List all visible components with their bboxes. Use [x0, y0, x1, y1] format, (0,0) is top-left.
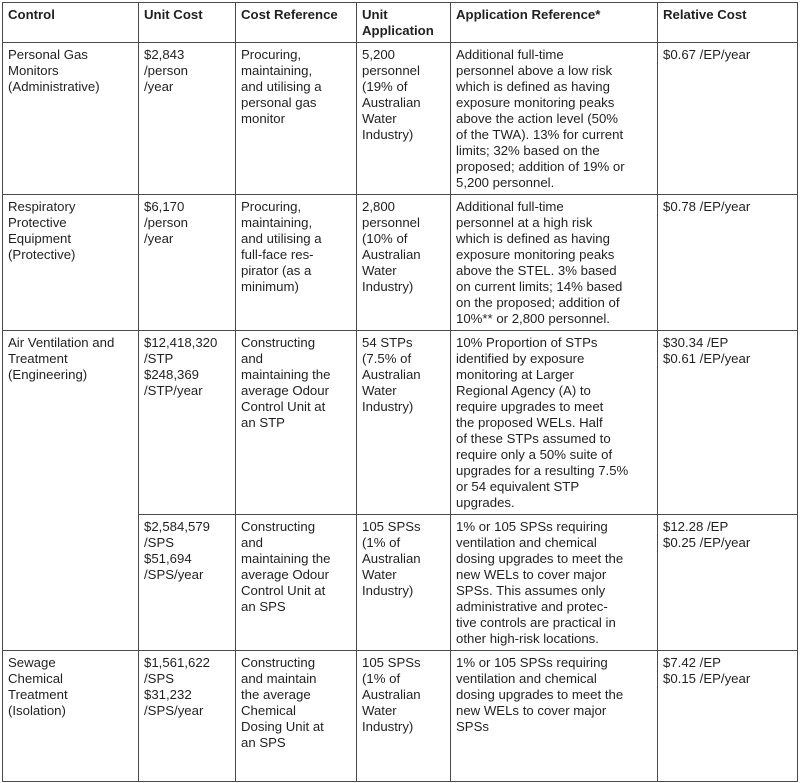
header-unit-application: Unit Application: [357, 3, 451, 43]
unit-application-cell: 105 SPSs (1% of Australian Water Industry): [357, 651, 451, 782]
unit-cost-cell: $2,584,579 /SPS $51,694 /SPS/year: [139, 515, 236, 651]
relative-cost-cell: $12.28 /EP $0.25 /EP/year: [658, 515, 798, 651]
relative-cost-cell: $0.78 /EP/year: [658, 195, 798, 331]
cost-reference-cell: Procuring, maintaining, and utilising a full-face res- pirator (as a minimum): [236, 195, 357, 331]
unit-cost-cell: $6,170 /person /year: [139, 195, 236, 331]
unit-cost-cell: $12,418,320 /STP $248,369 /STP/year: [139, 331, 236, 515]
application-reference-cell: 1% or 105 SPSs requiring ventilation and chemical dosing upgrades to meet the new WELs to cover major SPSs. This assumes only administrative and protec- tive controls are practical in other high-risk locations.: [451, 515, 658, 651]
cost-comparison-table: [2, 2, 798, 782]
header-row: [3, 3, 798, 43]
unit-application-cell: 105 SPSs (1% of Australian Water Industry): [357, 515, 451, 651]
unit-application-cell: 54 STPs (7.5% of Australian Water Industry): [357, 331, 451, 515]
unit-application-cell: 5,200 personnel (19% of Australian Water Industry): [357, 43, 451, 195]
cost-reference-cell: Constructing and maintain the average Chemical Dosing Unit at an SPS: [236, 651, 357, 782]
unit-application-cell: 2,800 personnel (10% of Australian Water Industry): [357, 195, 451, 331]
cost-reference-cell: Constructing and maintaining the average Odour Control Unit at an SPS: [236, 515, 357, 651]
cost-reference-cell: Constructing and maintaining the average Odour Control Unit at an STP: [236, 331, 357, 515]
control-cell: Sewage Chemical Treatment (Isolation): [3, 651, 139, 782]
header-relative-cost: Relative Cost: [658, 3, 798, 43]
table-row: [3, 331, 798, 515]
unit-cost-cell: $1,561,622 /SPS $31,232 /SPS/year: [139, 651, 236, 782]
header-control: Control: [3, 3, 139, 43]
relative-cost-cell: $7.42 /EP $0.15 /EP/year: [658, 651, 798, 782]
application-reference-cell: Additional full-time personnel at a high risk which is defined as having exposure monitoring peaks above the STEL. 3% based on current limits; 14% based on the proposed; addition of 10%** or 2,800 personnel.: [451, 195, 658, 331]
unit-cost-cell: $2,843 /person /year: [139, 43, 236, 195]
header-cost-reference: Cost Reference: [236, 3, 357, 43]
table-row: [3, 43, 798, 195]
application-reference-cell: Additional full-time personnel above a low risk which is defined as having exposure monitoring peaks above the action level (50% of the TWA). 13% for current limits; 32% based on the proposed; addition of 19% or 5,200 personnel.: [451, 43, 658, 195]
control-cell: Air Ventilation and Treatment (Engineering): [3, 331, 139, 651]
header-application-reference: Application Reference*: [451, 3, 658, 43]
table-row: [3, 195, 798, 331]
cost-reference-cell: Procuring, maintaining, and utilising a personal gas monitor: [236, 43, 357, 195]
application-reference-cell: 10% Proportion of STPs identified by exposure monitoring at Larger Regional Agency (A) to require upgrades to meet the proposed WELs. Half of these STPs assumed to require only a 50% suite of upgrades for a resulting 7.5% or 54 equivalent STP upgrades.: [451, 331, 658, 515]
control-cell: Personal Gas Monitors (Administrative): [3, 43, 139, 195]
application-reference-cell: 1% or 105 SPSs requiring ventilation and chemical dosing upgrades to meet the new WELs to cover major SPSs: [451, 651, 658, 782]
table-row: [3, 651, 798, 782]
relative-cost-cell: $0.67 /EP/year: [658, 43, 798, 195]
relative-cost-cell: $30.34 /EP $0.61 /EP/year: [658, 331, 798, 515]
header-unit-cost: Unit Cost: [139, 3, 236, 43]
control-cell: Respiratory Protective Equipment (Protective): [3, 195, 139, 331]
